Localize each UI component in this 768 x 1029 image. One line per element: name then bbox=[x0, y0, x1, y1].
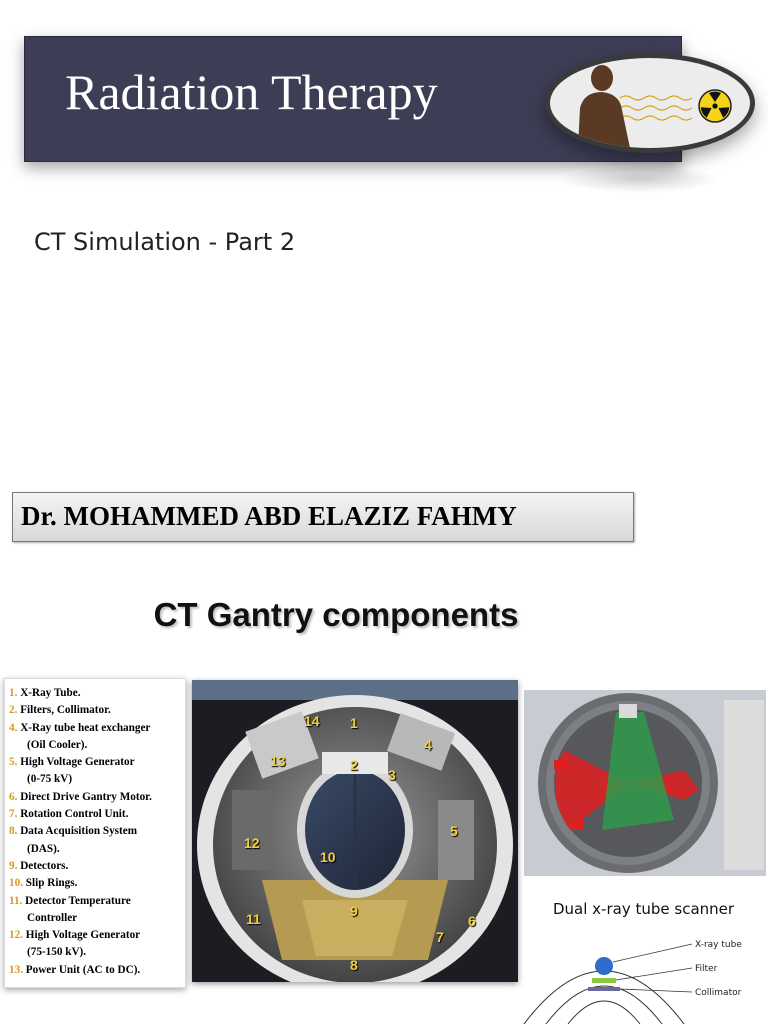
component-item bbox=[9, 962, 181, 979]
gantry-label: 3 bbox=[388, 767, 396, 783]
component-text: Power Unit (AC to DC). bbox=[25, 963, 141, 976]
subtitle: CT Simulation - Part 2 bbox=[34, 228, 296, 256]
component-text: Data Acquisition System bbox=[20, 825, 138, 838]
presentation-title: Radiation Therapy bbox=[65, 64, 438, 120]
gantry-label: 9 bbox=[350, 903, 358, 919]
xray-tube-icon bbox=[595, 957, 613, 975]
collimator-icon bbox=[588, 987, 620, 991]
silhouette-radiation-icon bbox=[550, 58, 750, 148]
filter-label: Filter bbox=[695, 964, 718, 974]
component-text: Direct Drive Gantry Motor. bbox=[20, 790, 152, 803]
component-number: 1. bbox=[9, 687, 18, 699]
component-item bbox=[9, 823, 181, 858]
gantry-label: 1 bbox=[350, 715, 358, 731]
component-item bbox=[9, 927, 181, 962]
gantry-photo bbox=[192, 680, 518, 982]
tube-label: X-ray tube bbox=[695, 940, 742, 950]
gantry-label: 5 bbox=[450, 823, 458, 839]
component-text-continued: (0-75 kV) bbox=[27, 773, 73, 786]
component-text: Slip Rings. bbox=[25, 877, 78, 890]
component-item bbox=[9, 858, 181, 875]
component-number: 7. bbox=[9, 808, 18, 821]
author-name: Dr. MOHAMMED ABD ELAZIZ FAHMY bbox=[21, 501, 517, 531]
component-text: X-Ray Tube. bbox=[20, 687, 81, 699]
component-text: X-Ray tube heat exchanger bbox=[20, 721, 151, 734]
xray-tube-diagram bbox=[520, 928, 768, 1024]
dual-tube-photo bbox=[524, 690, 766, 876]
component-item bbox=[9, 685, 181, 702]
components-list-panel bbox=[4, 678, 186, 988]
component-item bbox=[9, 754, 181, 789]
components-list bbox=[5, 679, 185, 979]
dual-tube-illustration bbox=[524, 690, 766, 876]
component-text: Filters, Collimator. bbox=[20, 704, 111, 717]
gantry-label: 6 bbox=[468, 913, 476, 929]
title-banner bbox=[24, 36, 682, 162]
gantry-label: 7 bbox=[436, 929, 444, 945]
filter-icon bbox=[592, 978, 616, 983]
collimator-label: Collimator bbox=[695, 988, 742, 998]
component-item bbox=[9, 789, 181, 806]
dual-tube-caption: Dual x-ray tube scanner bbox=[553, 900, 735, 918]
component-text-continued: (75-150 kV). bbox=[27, 946, 87, 959]
component-text: Rotation Control Unit. bbox=[20, 808, 129, 821]
component-number: 11. bbox=[9, 894, 23, 907]
component-item bbox=[9, 702, 181, 719]
gantry-label: 14 bbox=[304, 713, 320, 729]
gantry-label: 13 bbox=[270, 753, 286, 769]
component-number: 12. bbox=[9, 929, 23, 942]
gantry-label: 4 bbox=[424, 737, 432, 753]
component-number: 2. bbox=[9, 704, 18, 717]
radiation-logo bbox=[545, 53, 755, 153]
component-item bbox=[9, 893, 181, 928]
component-text: High Voltage Generator bbox=[25, 929, 141, 942]
component-number: 6. bbox=[9, 790, 18, 803]
component-number: 10. bbox=[9, 877, 23, 890]
component-text-continued: (Oil Cooler). bbox=[27, 738, 88, 751]
author-box bbox=[12, 492, 634, 542]
component-text-continued: (DAS). bbox=[27, 842, 60, 855]
component-number: 5. bbox=[9, 756, 18, 769]
gantry-label: 12 bbox=[244, 835, 260, 851]
component-text-continued: Controller bbox=[27, 911, 78, 924]
component-item bbox=[9, 875, 181, 892]
logo-shadow bbox=[560, 165, 720, 193]
gantry-label: 10 bbox=[320, 849, 336, 865]
component-number: 13. bbox=[9, 963, 23, 976]
gantry-illustration bbox=[192, 680, 518, 982]
component-number: 8. bbox=[9, 825, 18, 838]
component-text: High Voltage Generator bbox=[20, 756, 135, 769]
component-item bbox=[9, 720, 181, 755]
component-item bbox=[9, 806, 181, 823]
gantry-label: 11 bbox=[246, 911, 261, 927]
component-text: Detector Temperature bbox=[25, 894, 131, 907]
gantry-label: 2 bbox=[350, 757, 358, 773]
gantry-label: 8 bbox=[350, 957, 358, 973]
component-text: Detectors. bbox=[20, 859, 69, 872]
component-number: 4. bbox=[9, 721, 18, 734]
slide-title: CT Gantry components bbox=[153, 596, 519, 633]
component-number: 9. bbox=[9, 859, 18, 872]
